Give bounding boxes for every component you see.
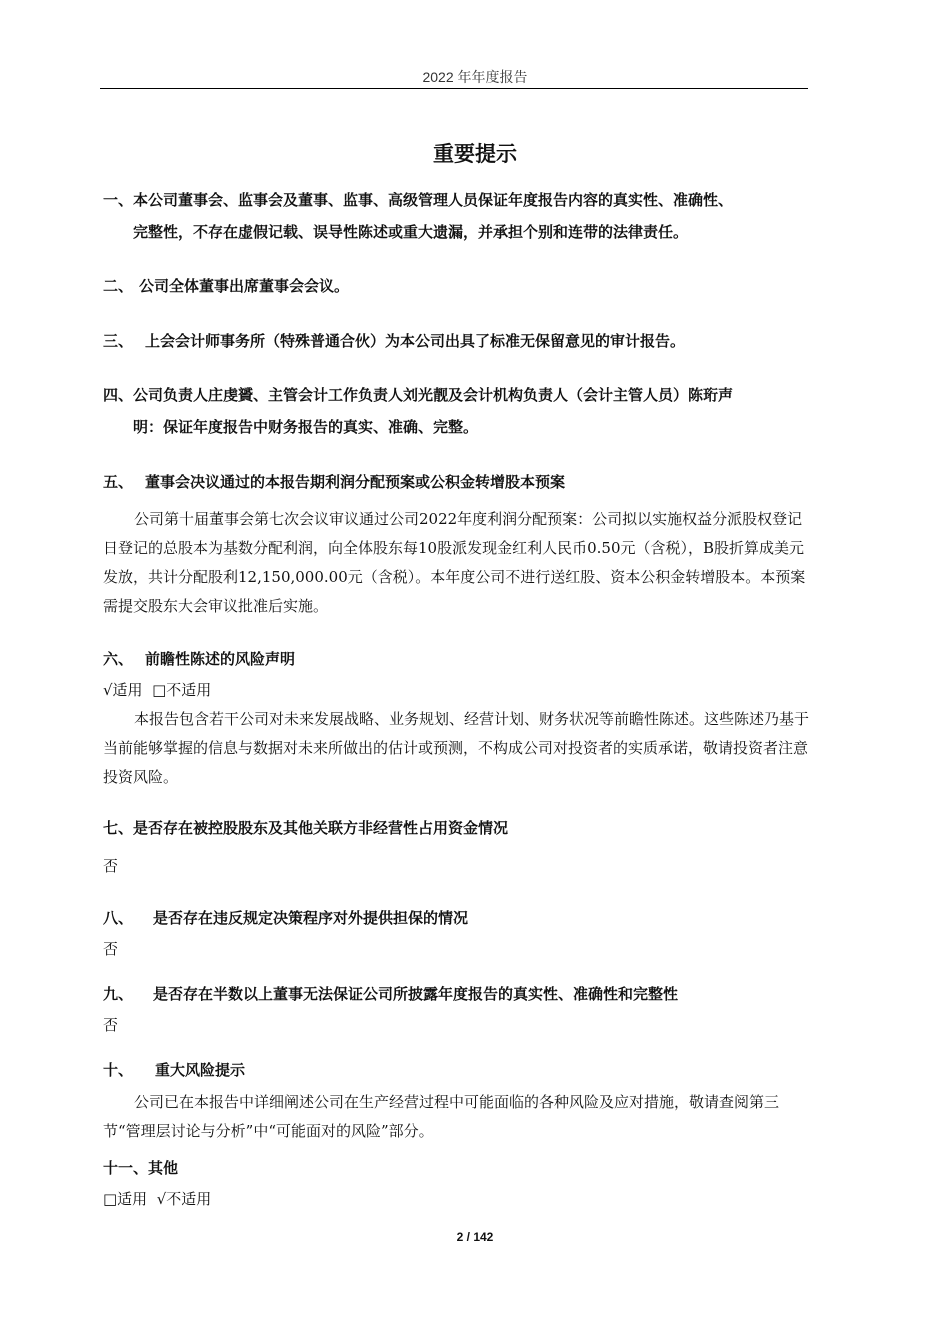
section-10-number: 十、: [103, 1061, 134, 1079]
section-2: [103, 270, 813, 302]
section-8-title: 是否存在违反规定决策程序对外提供担保的情况: [153, 909, 469, 927]
option-not-applicable: □不适用: [152, 681, 212, 699]
section-11-number: 十一、: [103, 1159, 149, 1177]
section-7-answer: 否: [103, 857, 119, 875]
section-8-number: 八、: [103, 909, 134, 927]
section-4: [103, 379, 813, 443]
section-8-answer: 否: [103, 940, 119, 958]
section-5-body: 公司第十届董事会第七次会议审议通过公司2022年度利润分配预案：公司拟以实施权益分派股权登记日登记的总股本为基数分配利润，向全体股东每10股派发现金红利人民币0.50元（含税），B股折算成美元发放，共计分配股利12,150,000.00元（含税）。本年度公司不进行送红股、资本公积金转增股本。本预案需提交股东大会审议批准后实施。: [103, 510, 806, 615]
section-6-body: 本报告包含若干公司对未来发展战略、业务规划、经营计划、财务状况等前瞻性陈述。这些陈述乃基于当前能够掌握的信息与数据对未来所做出的估计或预测，不构成公司对投资者的实质承诺，敬请投资者注意投资风险。: [103, 710, 810, 786]
section-7-title: 是否存在被控股股东及其他关联方非经营性占用资金情况: [133, 819, 509, 837]
section-10-title: 重大风险提示: [155, 1061, 246, 1079]
section-4-line1: 公司负责人庄虔贇、主管会计工作负责人刘光靓及会计机构负责人（会计主管人员）陈珩声: [133, 386, 734, 404]
section-2-text: 公司全体董事出席董事会会议。: [139, 277, 350, 295]
section-3-text: 上会会计师事务所（特殊普通合伙）为本公司出具了标准无保留意见的审计报告。: [145, 332, 686, 350]
section-5-heading: [103, 466, 813, 498]
section-5-title: 董事会决议通过的本报告期利润分配预案或公积金转增股本预案: [145, 473, 566, 491]
option-applicable-checked: √适用: [103, 681, 143, 699]
header-rule: [100, 88, 808, 89]
section-1-line2: 完整性，不存在虚假记载、误导性陈述或重大遗漏，并承担个别和连带的法律责任。: [133, 223, 689, 241]
option-applicable: □适用: [103, 1190, 148, 1208]
section-3: [103, 325, 813, 357]
section-3-number: 三、: [103, 332, 134, 350]
section-9-heading: [103, 978, 813, 1010]
section-6-heading: [103, 643, 813, 675]
section-4-number: 四、: [103, 386, 134, 404]
section-6-title: 前瞻性陈述的风险声明: [145, 650, 296, 668]
section-5-number: 五、: [103, 473, 134, 491]
section-7-number: 七、: [103, 819, 134, 837]
section-6-number: 六、: [103, 650, 134, 668]
page-number: 2 / 142: [456, 1230, 494, 1244]
page-header: 2022 年年度报告: [422, 69, 528, 85]
section-6-options: [103, 676, 211, 705]
section-7-heading: [103, 812, 813, 844]
section-9-title: 是否存在半数以上董事无法保证公司所披露年度报告的真实性、准确性和完整性: [153, 985, 679, 1003]
section-4-line2: 明：保证年度报告中财务报告的真实、准确、完整。: [133, 418, 479, 436]
page-title: 重要提示: [433, 142, 517, 166]
section-11-options: [103, 1185, 211, 1214]
section-2-number: 二、: [103, 277, 134, 295]
option-not-applicable-checked: √不适用: [156, 1190, 212, 1208]
section-10-body: 公司已在本报告中详细阐述公司在生产经营过程中可能面临的各种风险及应对措施，敬请查阅第三节“管理层讨论与分析”中“可能面对的风险”部分。: [103, 1093, 780, 1140]
section-10-heading: [103, 1054, 813, 1086]
section-8-heading: [103, 902, 813, 934]
section-11-heading: [103, 1152, 813, 1184]
section-9-answer: 否: [103, 1016, 119, 1034]
section-11-title: 其他: [148, 1159, 179, 1177]
section-1: [103, 184, 813, 248]
section-9-number: 九、: [103, 985, 134, 1003]
section-1-line1: 本公司董事会、监事会及董事、监事、高级管理人员保证年度报告内容的真实性、准确性、: [133, 191, 734, 209]
section-1-number: 一、: [103, 191, 134, 209]
